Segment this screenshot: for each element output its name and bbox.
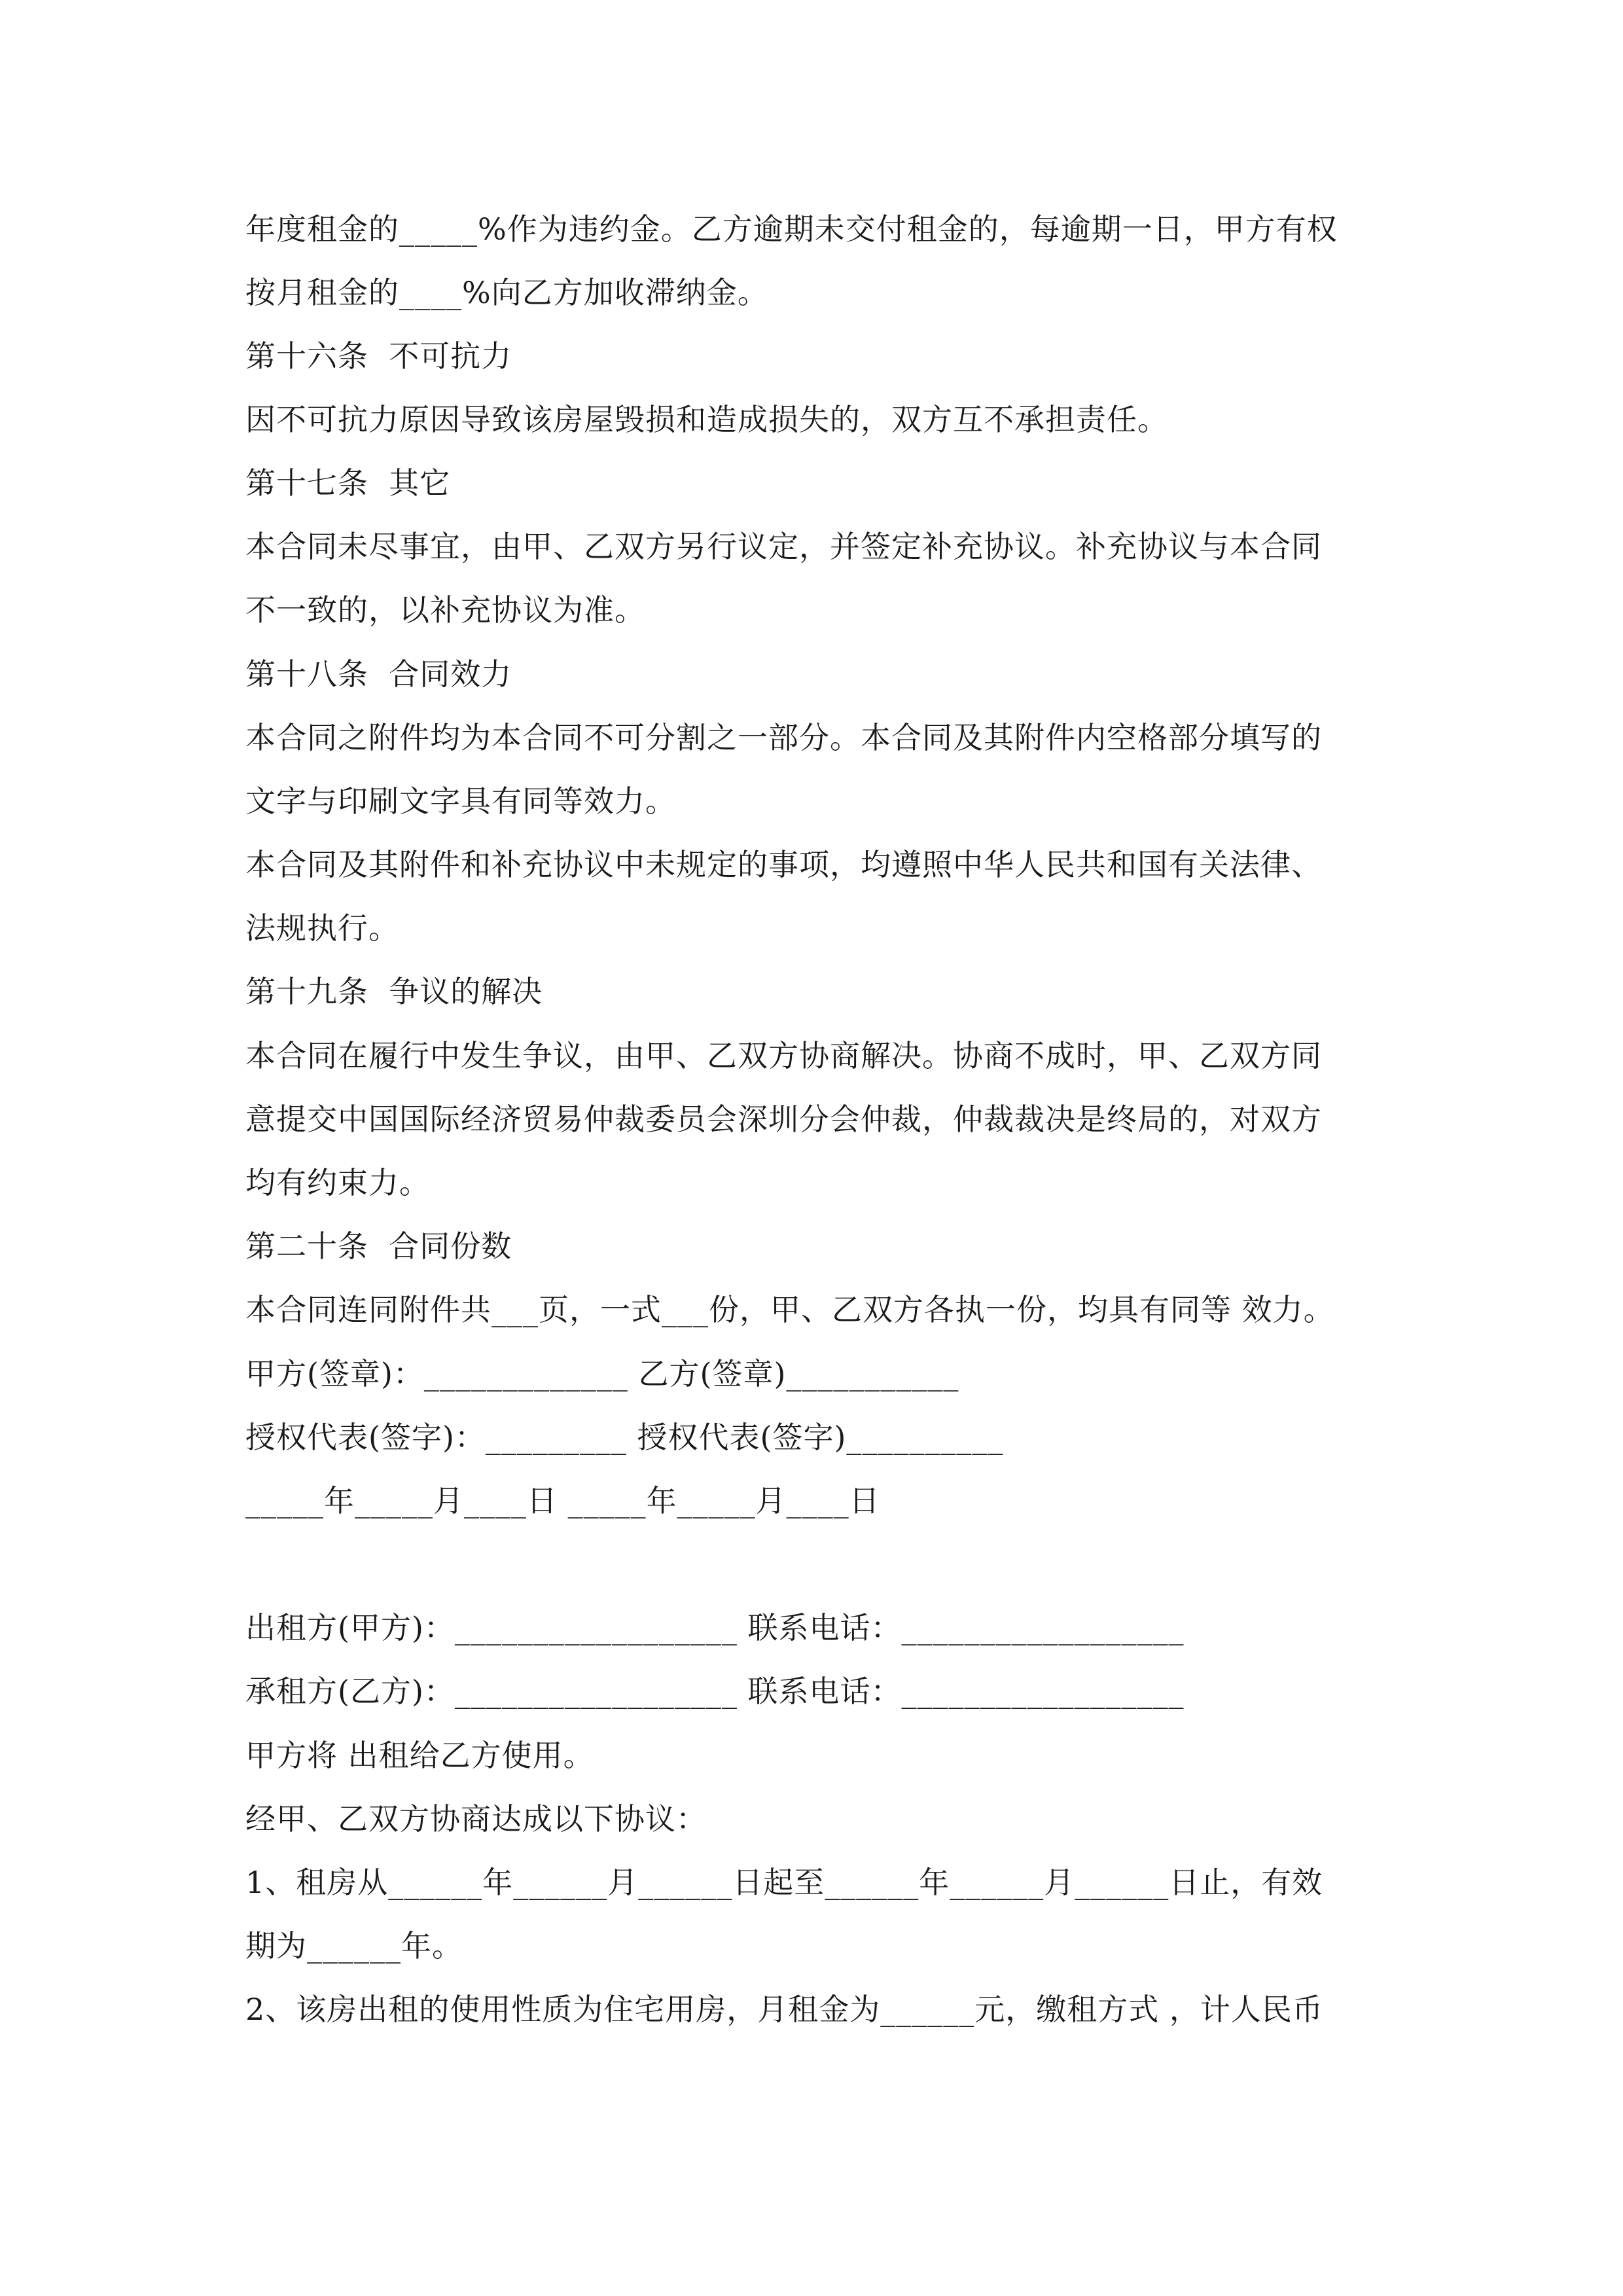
signature-line: 授权代表(签字)：_________ 授权代表(签字)__________	[245, 1420, 1004, 1455]
text-line: 本合同未尽事宜，由甲、乙双方另行议定，并签定补充协议。补充协议与本合同	[245, 529, 1322, 564]
text-line: 按月租金的____%向乙方加收滞纳金。	[245, 275, 768, 310]
text-line: 本合同连同附件共___页，一式___份，甲、乙双方各执一份，均具有同等 效力。	[245, 1292, 1334, 1327]
text-line: 均有约束力。	[245, 1165, 430, 1200]
text-line: 意提交中国国际经济贸易仲裁委员会深圳分会仲裁，仲裁裁决是终局的，对双方	[245, 1102, 1322, 1137]
article-heading: 第二十条 合同份数	[245, 1229, 512, 1264]
signature-line: 甲方(签章)：_____________ 乙方(签章)___________	[245, 1356, 959, 1391]
text-line: 文字与印刷文字具有同等效力。	[245, 783, 676, 819]
text-line: 本合同在履行中发生争议，由甲、乙双方协商解决。协商不成时，甲、乙双方同	[245, 1038, 1322, 1073]
article-heading: 第十九条 争议的解决	[245, 974, 543, 1009]
text-line: 本合同及其附件和补充协议中未规定的事项，均遵照中华人民共和国有关法律、	[245, 847, 1322, 882]
article-heading: 第十六条 不可抗力	[245, 338, 512, 374]
text-line: 期为______年。	[245, 1928, 463, 1964]
article-heading: 第十七条 其它	[245, 465, 451, 501]
text-line: 不一致的，以补充协议为准。	[245, 592, 645, 628]
text-line: 因不可抗力原因导致该房屋毁损和造成损失的，双方互不承担责任。	[245, 402, 1168, 437]
text-line: 经甲、乙双方协商达成以下协议：	[245, 1801, 707, 1837]
text-line: 甲方将 出租给乙方使用。	[245, 1738, 594, 1773]
party-line: 承租方(乙方)：__________________ 联系电话：__________________	[245, 1674, 1185, 1709]
text-line: 本合同之附件均为本合同不可分割之一部分。本合同及其附件内空格部分填写的	[245, 720, 1322, 755]
party-line: 出租方(甲方)：__________________ 联系电话：__________________	[245, 1610, 1185, 1645]
text-line: 2、该房出租的使用性质为住宅用房，月租金为______元，缴租方式 ，计人民币	[245, 1992, 1323, 2027]
text-line: 1、租房从______年______月______日起至______年______月______日止，有效	[245, 1865, 1323, 1900]
date-line: _____年_____月____日 _____年_____月____日	[245, 1483, 880, 1518]
text-line: 法规执行。	[245, 910, 399, 946]
text-line: 年度租金的_____%作为违约金。乙方逾期未交付租金的，每逾期一日，甲方有权	[245, 211, 1338, 247]
article-heading: 第十八条 合同效力	[245, 656, 512, 692]
